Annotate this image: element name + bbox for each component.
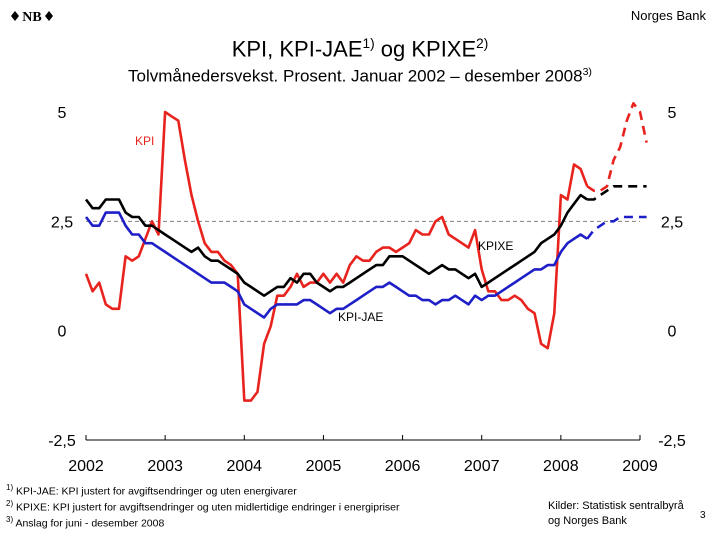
series-label-kpi: KPI	[135, 134, 155, 148]
footnote-2	[6, 498, 400, 514]
y-tick-label-left: 0	[57, 323, 67, 341]
x-tick-label: 2008	[543, 458, 579, 475]
logo-left-ornament-icon	[11, 11, 19, 21]
series-label-kpi-jae: KPI-JAE	[338, 310, 384, 324]
x-tick-label: 2005	[305, 458, 342, 475]
source-line-2: og Norges Bank	[548, 515, 627, 527]
title-sup-1: 1)	[362, 36, 375, 51]
series-forecast-kpi-jae	[587, 217, 646, 239]
series-forecast-kpixe	[587, 186, 646, 199]
y-tick-label-right: 0	[667, 323, 677, 341]
y-tick-label-left: 2,5	[50, 214, 74, 232]
bank-name: Norges Bank	[630, 8, 706, 23]
subtitle-sup: 3)	[582, 66, 592, 78]
y-tick-label-right: 5	[667, 105, 677, 122]
y-tick-label-right: 2,5	[660, 214, 684, 232]
x-tick-label: 2004	[226, 458, 263, 475]
footnote-marker: 2)	[6, 499, 14, 509]
footnote-1	[6, 482, 400, 498]
x-tick-label: 2007	[463, 458, 500, 475]
source-note	[548, 499, 684, 529]
subtitle-main: Tolvmånedersvekst. Prosent. Januar 2002 – desember 2008	[128, 66, 583, 86]
y-tick-label-left: -2,5	[48, 433, 76, 450]
norges-bank-logo	[10, 6, 54, 26]
source-line-1: Kilder: Statistisk sentralbyrå	[548, 500, 684, 512]
x-tick-label: 2003	[147, 458, 183, 475]
footnote-text: KPI-JAE: KPI justert for avgiftsendringer og uten energivarer	[16, 485, 297, 498]
footnote-text: Anslag for juni - desember 2008	[15, 517, 165, 530]
y-tick-label-left: 5	[57, 105, 67, 122]
page-number: 3	[700, 510, 706, 521]
series-label-kpixe: KPIXE	[478, 239, 514, 253]
x-tick-label: 2002	[68, 458, 104, 475]
footnotes	[6, 482, 400, 530]
chart-title	[0, 36, 720, 62]
series-lines	[86, 103, 647, 400]
title-mid: og KPIXE	[374, 36, 477, 62]
series-line-kpi	[86, 112, 587, 401]
x-tick-label: 2009	[622, 458, 658, 475]
y-tick-label-right: -2,5	[658, 433, 686, 450]
title-sup-2: 2)	[476, 36, 489, 51]
footnote-3	[6, 514, 400, 530]
chart-subtitle	[0, 66, 720, 87]
series-line-kpi-jae	[86, 213, 587, 318]
footnote-marker: 1)	[6, 483, 14, 492]
x-tick-label: 2006	[384, 458, 421, 475]
title-main: KPI, KPI-JAE	[231, 36, 363, 62]
axes	[48, 105, 686, 475]
footnote-marker: 3)	[6, 515, 14, 525]
series-forecast-kpi	[587, 103, 646, 190]
footnote-text: KPIXE: KPI justert for avgiftsendringer og uten midlertidige endringer i energipriser	[16, 501, 400, 514]
logo-text: NB	[22, 10, 42, 25]
logo-right-ornament-icon	[45, 11, 53, 21]
